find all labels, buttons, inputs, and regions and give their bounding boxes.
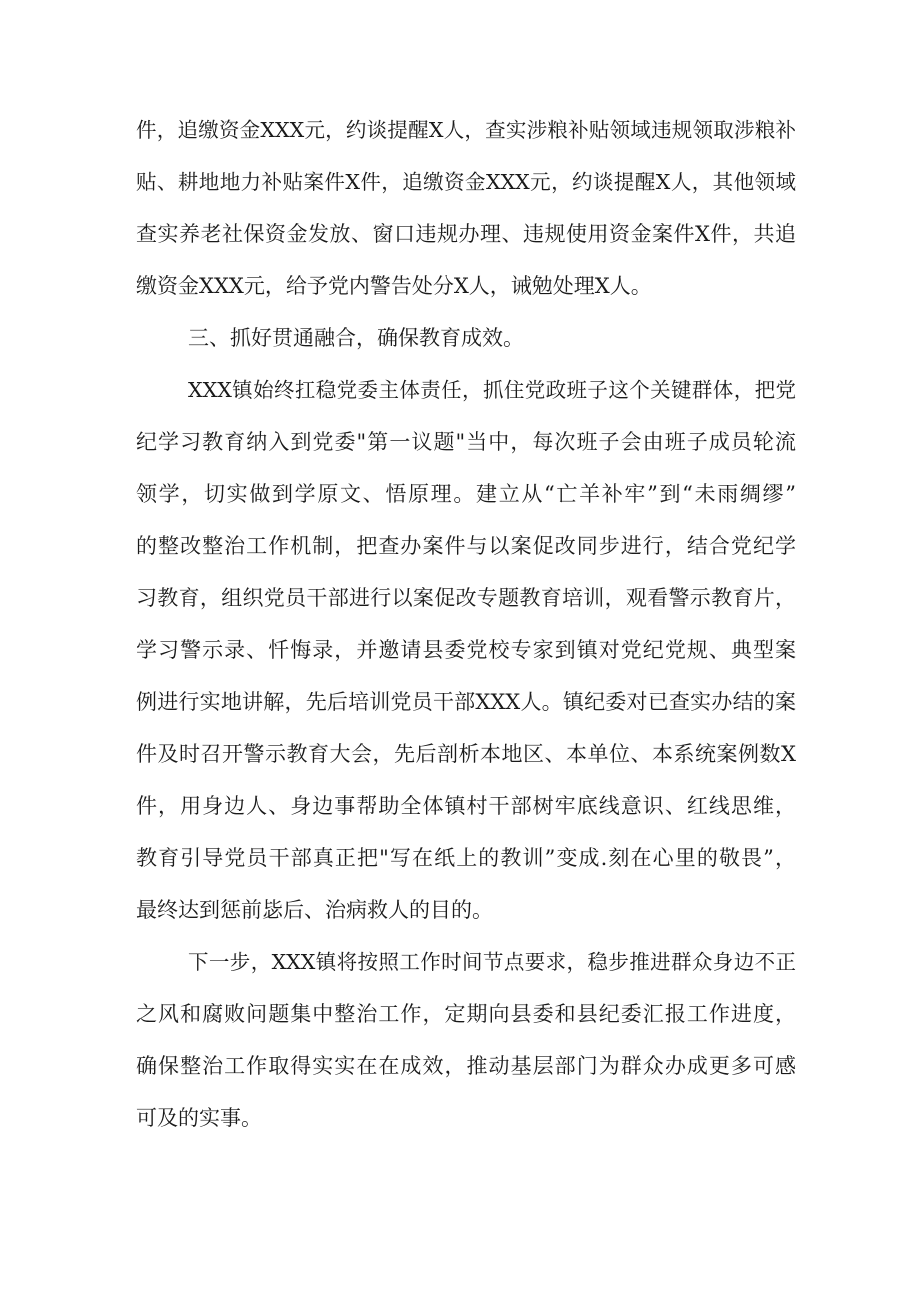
text-line: 件，追缴资金XXX元，约谈提醒X人，查实涉粮补贴领域违规领取涉粮补 xyxy=(136,118,796,142)
paragraph-4 xyxy=(136,936,796,1144)
text-line: 之风和腐败问题集中整治工作，定期向县委和县纪委汇报工作进度， xyxy=(136,1002,796,1026)
text-line: XXX镇始终扛稳党委主体责任，抓住党政班子这个关键群体，把党 xyxy=(188,378,796,402)
text-line: 缴资金XXX元，给予党内警告处分X人，诫勉处理X人。 xyxy=(136,274,652,298)
text-line: 下一步，XXX镇将按照工作时间节点要求，稳步推进群众身边不正 xyxy=(188,950,796,974)
text-line: 最终达到惩前毖后、治病救人的目的。 xyxy=(136,898,493,922)
section-heading-text: 三、抓好贯通融合，确保教育成效。 xyxy=(188,326,524,350)
paragraph-1 xyxy=(136,104,796,312)
text-line: 领学，切实做到学原文、悟原理。建立从“亡羊补牢”到“未雨绸缪” xyxy=(136,482,796,506)
document-body xyxy=(136,104,796,1144)
text-line: 学习警示录、忏悔录，并邀请县委党校专家到镇对党纪党规、典型案 xyxy=(136,638,796,662)
text-line: 例进行实地讲解，先后培训党员干部XXX人。镇纪委对已查实办结的案 xyxy=(136,690,796,714)
text-line: 习教育，组织党员干部进行以案促改专题教育培训，观看警示教育片， xyxy=(136,586,796,610)
section-heading xyxy=(136,312,796,364)
text-line: 贴、耕地地力补贴案件X件，追缴资金XXX元，约谈提醒X人，其他领域 xyxy=(136,170,796,194)
text-line: 教育引导党员干部真正把"写在纸上的教训”变成.刻在心里的敬畏”， xyxy=(136,846,796,870)
text-line: 的整改整治工作机制，把查办案件与以案促改同步进行，结合党纪学 xyxy=(136,534,796,558)
text-line: 可及的实事。 xyxy=(136,1106,262,1130)
text-line: 纪学习教育纳入到党委"第一议题"当中，每次班子会由班子成员轮流 xyxy=(136,430,796,454)
text-line: 件，用身边人、身边事帮助全体镇村干部树牢底线意识、红线思维， xyxy=(136,794,796,818)
text-line: 查实养老社保资金发放、窗口违规办理、违规使用资金案件X件，共追 xyxy=(136,222,796,246)
paragraph-3 xyxy=(136,364,796,936)
text-line: 确保整治工作取得实实在在成效，推动基层部门为群众办成更多可感 xyxy=(136,1054,796,1078)
text-line: 件及时召开警示教育大会，先后剖析本地区、本单位、本系统案例数X xyxy=(136,742,796,766)
